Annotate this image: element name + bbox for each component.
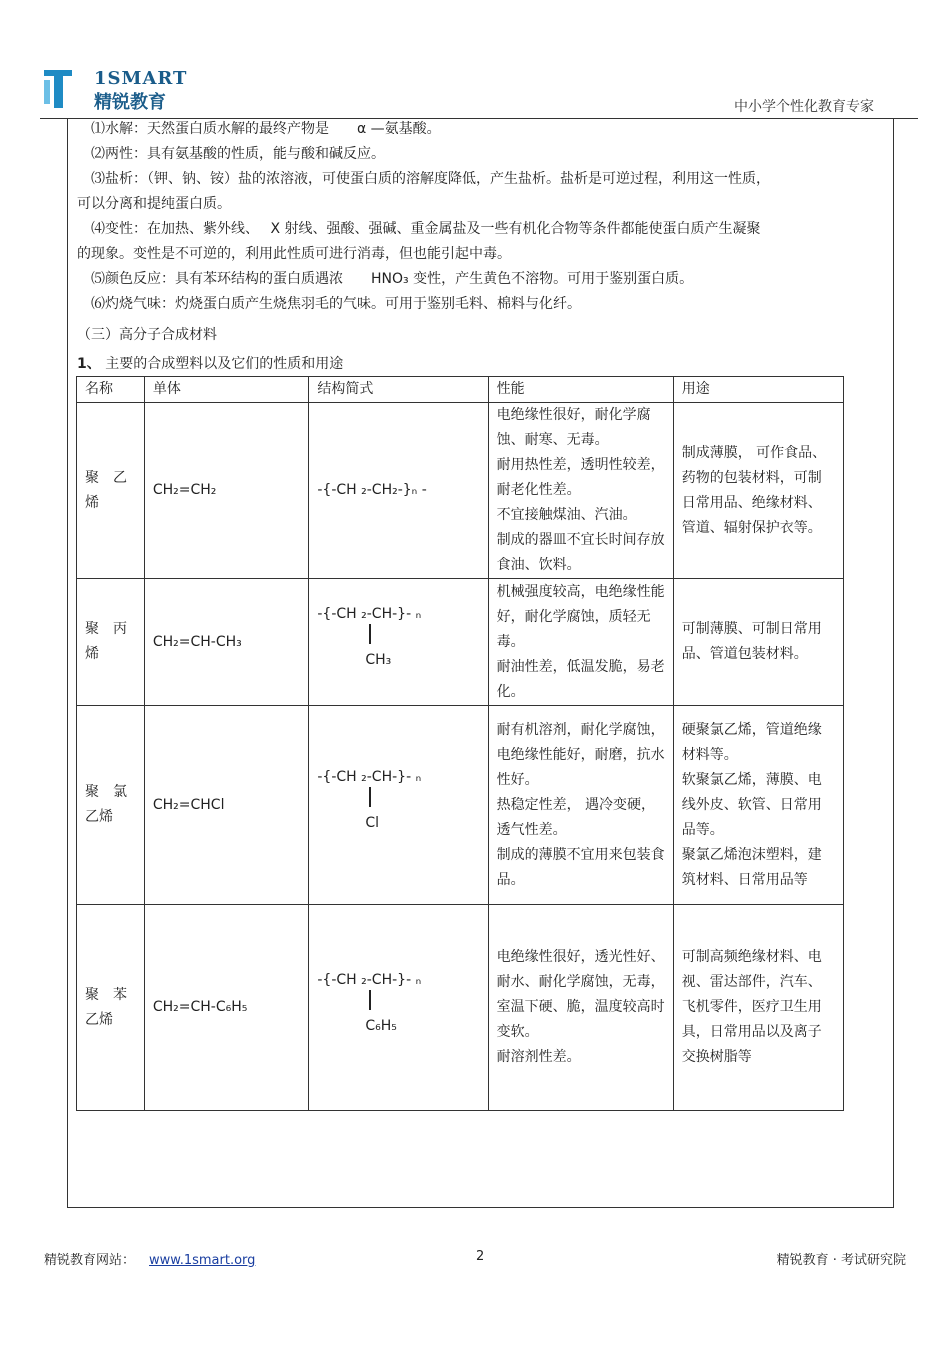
cell-name: 聚 丙烯 [77,579,145,706]
cell-properties [488,706,673,905]
footer-site [44,1249,255,1268]
structure-diagram [317,968,479,1048]
use-line: 聚氯乙烯泡沫塑料，建筑材料、日常用品等 [681,846,822,888]
cell-uses [673,905,843,1111]
structure-substituent: CH₃ [365,652,392,668]
structure-diagram [317,602,479,682]
para-denature-1: ⑷变性：在加热、紫外线、 X 射线、强酸、强碱、重金属盐及一些有机化合物等条件都能使蛋白质产生凝聚 [91,221,761,237]
structure-chain: -{-CH ₂-CH-}- ₙ [317,769,422,785]
item-heading [77,352,837,377]
table-row [77,706,844,905]
use-line: 制成薄膜， 可作食品、药物的包装材料，可制日常用品、绝缘材料、管道、辐射保护衣等。 [681,444,827,536]
property-line: 机械强度较高，电绝缘性能好，耐化学腐蚀，质轻无毒。 [496,583,665,650]
footer-site-link[interactable]: www.1smart.org [149,1253,256,1268]
para-denature-2: 的现象。变性是不可逆的，利用此性质可进行消毒，但也能引起中毒。 [77,246,511,262]
property-line: 耐溶剂性差。 [496,1049,581,1065]
cell-name: 聚 氯乙烯 [77,706,145,905]
cell-properties [488,403,673,579]
property-line: 耐有机溶剂，耐化学腐蚀，电绝缘性能好，耐磨，抗水性好。 [496,721,665,788]
para-salting-out-2: 可以分离和提纯蛋白质。 [77,196,231,212]
para-amphoteric: ⑵两性：具有氨基酸的性质，能与酸和碱反应。 [91,146,385,162]
header-slogan: 中小学个性化教育专家 [734,99,874,115]
col-header-name: 名称 [77,377,145,403]
col-header-monomer: 单体 [144,377,309,403]
cell-uses [673,403,843,579]
property-line: 耐油性差，低温发脆，易老化。 [496,658,665,700]
use-line: 软聚氯乙烯，薄膜、电线外皮、软管、日常用品等。 [681,771,822,838]
cell-structure [309,706,488,905]
structure-diagram [317,765,479,845]
property-line: 电绝缘性很好，耐化学腐蚀、耐寒、无毒。 [496,407,651,448]
cell-name: 聚 苯乙烯 [77,905,145,1111]
item-number: 1、 [77,356,101,372]
structure-substituent: Cl [365,815,380,831]
page-number: 2 [476,1249,485,1264]
para-salting-out-1: ⑶盐析：（钾、钠、铵）盐的浓溶液，可使蛋白质的溶解度降低，产生盐析。盐析是可逆过程，利用这一性质， [91,171,770,187]
logo-text-en: 1SMART [94,68,188,89]
structure-chain: -{-CH ₂-CH-}- ₙ [317,971,422,988]
cell-uses [673,579,843,706]
section-title: （三）高分子合成材料 [77,327,217,343]
footer-org: 精锐教育 · 考试研究院 [776,1253,906,1268]
property-line: 制成的薄膜不宜用来包装食品。 [496,846,665,888]
structure-bond [369,787,371,807]
cell-monomer: CH₂=CH-CH₃ [144,579,309,706]
col-header-uses: 用途 [673,377,843,403]
table-row [77,403,844,579]
table-header-row [77,377,844,403]
property-line: 电绝缘性很好，透光性好、耐水、耐化学腐蚀，无毒，室温下硬、脆，温度较高时变软。 [496,949,665,1040]
property-line: 不宜接触煤油、汽油。 [496,507,637,523]
cell-monomer: CH₂=CHCl [144,706,309,905]
cell-uses [673,706,843,905]
logo-mark-icon [44,70,72,108]
property-line: 制成的器皿不宜长时间存放食油、饮料。 [496,532,665,573]
item-text: 主要的合成塑料以及它们的性质和用途 [100,356,344,372]
logo-text-cn: 精锐教育 [94,92,166,113]
cell-structure [309,403,488,579]
para-hydrolysis: ⑴水解：天然蛋白质水解的最终产物是 α —氨基酸。 [91,121,441,137]
plastics-table [76,376,844,1111]
table-row [77,579,844,706]
use-line: 硬聚氯乙烯，管道绝缘材料等。 [681,721,822,763]
use-line: 可制高频绝缘材料、电视、雷达部件，汽车、飞机零件，医疗卫生用具，日常用品以及离子交换树脂等 [681,949,822,1065]
col-header-properties: 性能 [488,377,673,403]
cell-structure [309,905,488,1111]
property-line: 耐用热性差，透明性较差，耐老化性差。 [496,457,665,498]
cell-monomer: CH₂=CH₂ [144,403,309,579]
cell-name: 聚 乙烯 [77,403,145,579]
use-line: 可制薄膜、可制日常用品、管道包装材料。 [681,621,822,662]
structure-substituent: C₆H₅ [365,1017,397,1034]
cell-properties [488,579,673,706]
cell-structure [309,579,488,706]
para-color-reaction: ⑸颜色反应：具有苯环结构的蛋白质遇浓 HNO₃ 变性，产生黄色不溶物。可用于鉴别蛋白质。 [91,271,694,287]
table-row [77,905,844,1111]
footer-site-label: 精锐教育网站： [44,1253,136,1268]
structure-bond [369,624,371,644]
cell-monomer: CH₂=CH-C₆H₅ [144,905,309,1111]
property-line: 热稳定性差， 遇冷变硬，透气性差。 [496,796,656,838]
cell-properties [488,905,673,1111]
structure-chain: -{-CH ₂-CH-}- ₙ [317,606,422,622]
logo [44,70,204,112]
para-burning-smell: ⑹灼烧气味：灼烧蛋白质产生烧焦羽毛的气味。可用于鉴别毛料、棉料与化纤。 [91,296,581,312]
col-header-structure: 结构简式 [309,377,488,403]
structure-bond [369,990,371,1010]
structure-formula: -{-CH ₂-CH₂-}ₙ - [317,482,427,498]
